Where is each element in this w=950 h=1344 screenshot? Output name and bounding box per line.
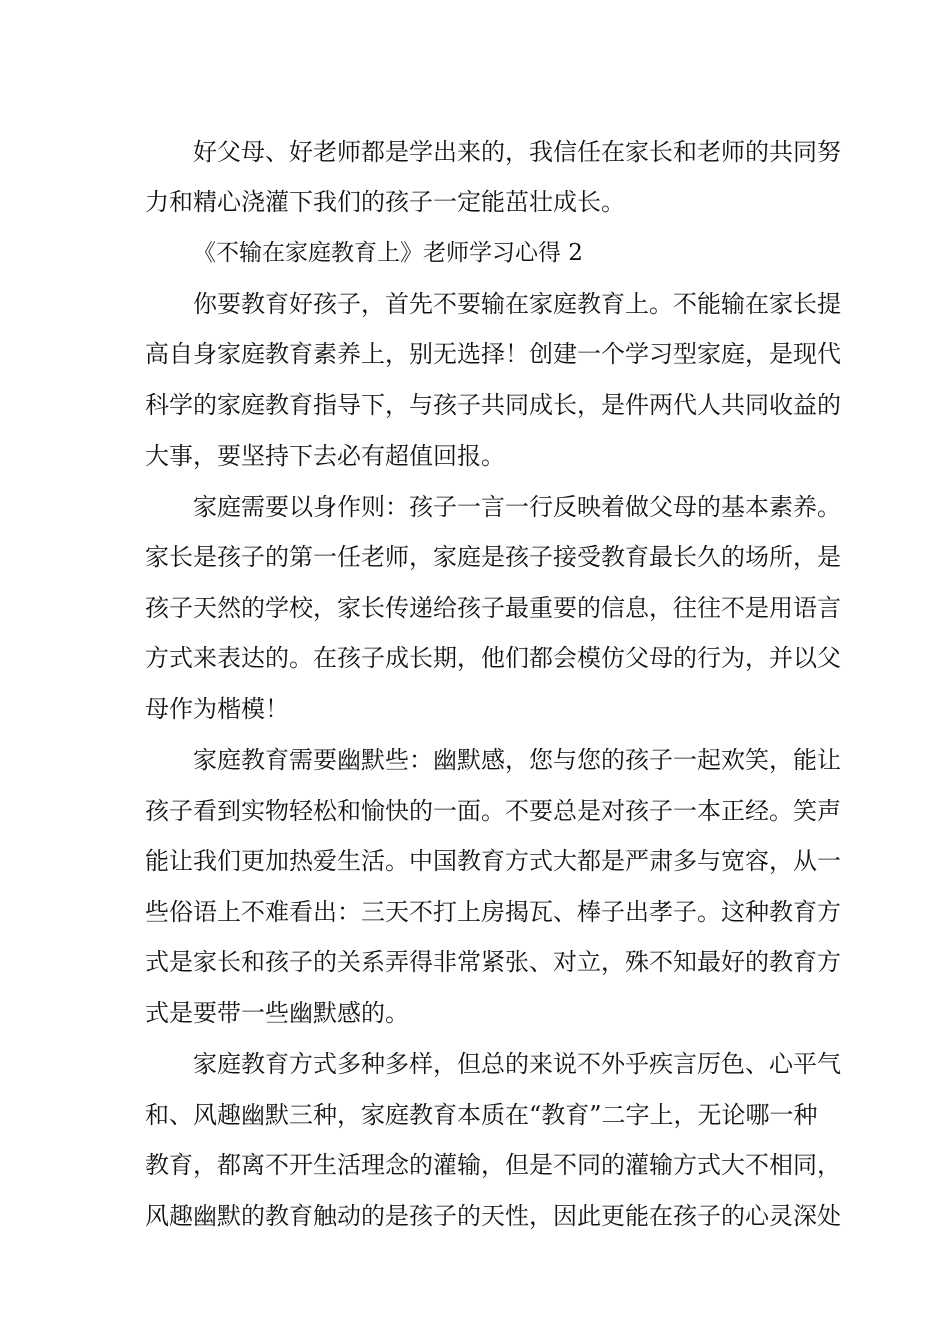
paragraph-4-line-5: 式是家长和孩子的关系弄得非常紧张、对立，殊不知最好的教育方 [145,948,841,976]
paragraph-3-line-5: 母作为楷模！ [145,695,289,723]
paragraph-3-line-1: 家庭需要以身作则：孩子一言一行反映着做父母的基本素养。 [193,493,841,521]
paragraph-1-line-2: 力和精心浇灌下我们的孩子一定能茁壮成长。 [145,188,625,216]
paragraph-3-line-4: 方式来表达的。在孩子成长期，他们都会模仿父母的行为，并以父 [145,644,841,672]
paragraph-4-line-2: 孩子看到实物轻松和愉快的一面。不要总是对孩子一本正经。笑声 [145,797,841,825]
paragraph-4-line-6: 式是要带一些幽默感的。 [145,999,409,1027]
paragraph-2-line-3: 科学的家庭教育指导下，与孩子共同成长，是件两代人共同收益的 [145,391,841,419]
paragraph-3-line-3: 孩子天然的学校，家长传递给孩子最重要的信息，往往不是用语言 [145,594,841,622]
paragraph-2-line-2: 高自身家庭教育素养上，别无选择！创建一个学习型家庭，是现代 [145,340,841,368]
section-title: 《不输在家庭教育上》老师学习心得 2 [193,240,583,266]
paragraph-5-line-2: 和、风趣幽默三种，家庭教育本质在“教育”二字上，无论哪一种 [145,1101,818,1129]
paragraph-4-line-3: 能让我们更加热爱生活。中国教育方式大都是严肃多与宽容，从一 [145,847,841,875]
paragraph-4-line-4: 些俗语上不难看出：三天不打上房揭瓦、棒子出孝子。这种教育方 [145,898,841,926]
paragraph-2-line-1: 你要教育好孩子，首先不要输在家庭教育上。不能输在家长提 [193,290,841,318]
paragraph-1-line-1: 好父母、好老师都是学出来的，我信任在家长和老师的共同努 [193,138,841,166]
paragraph-5-line-4: 风趣幽默的教育触动的是孩子的天性，因此更能在孩子的心灵深处 [145,1202,841,1230]
paragraph-5-line-1: 家庭教育方式多种多样，但总的来说不外乎疾言厉色、心平气 [193,1050,841,1078]
paragraph-5-line-3: 教育，都离不开生活理念的灌输，但是不同的灌输方式大不相同， [145,1151,841,1179]
paragraph-4-line-1: 家庭教育需要幽默些：幽默感，您与您的孩子一起欢笑，能让 [193,746,841,774]
paragraph-2-line-4: 大事，要坚持下去必有超值回报。 [145,442,505,470]
paragraph-3-line-2: 家长是孩子的第一任老师，家庭是孩子接受教育最长久的场所，是 [145,543,841,571]
